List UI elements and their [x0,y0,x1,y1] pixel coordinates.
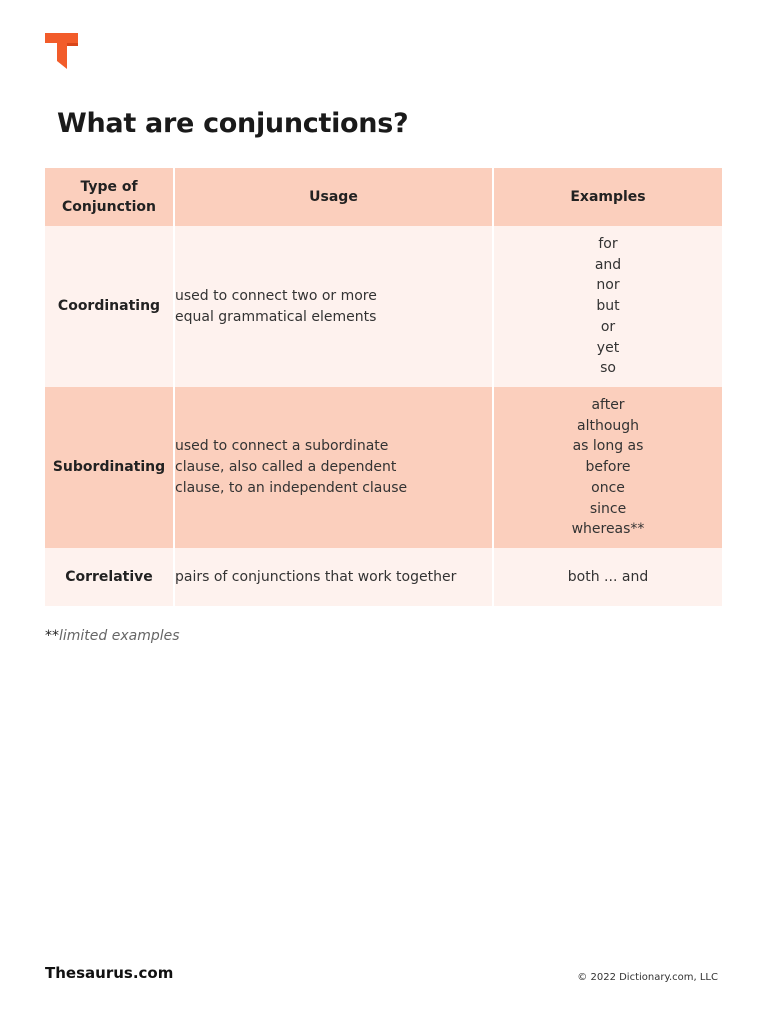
example-item: and [594,256,622,273]
header-usage: Usage [175,168,494,226]
footnote [45,628,180,644]
example-item: both ... and [567,568,649,585]
brand-name: Thesaurus.com [45,964,174,982]
example-item: or [600,318,616,335]
conjunctions-table [45,168,722,606]
example-item: as long as [572,438,644,455]
footnote-marker: ** [45,628,59,644]
example-item: but [596,298,620,315]
example-item: although [576,417,640,434]
page-title: What are conjunctions? [57,108,409,139]
header-type: Type of Conjunction [45,168,175,226]
example-item: before [585,459,631,476]
example-item: once [591,479,625,496]
example-item: whereas** [571,521,645,538]
type-cell: Coordinating [45,226,175,387]
header-examples: Examples [570,189,646,205]
type-cell: Subordinating [45,387,175,548]
thesaurus-logo-icon [45,33,78,69]
table-row [45,226,722,387]
usage-cell: pairs of conjunctions that work together [175,548,494,606]
example-item: yet [596,339,620,356]
table-row [45,387,722,548]
table-row [45,548,722,606]
usage-cell: used to connect a subordinate clause, also called a dependent clause, to an independent clause [175,387,494,548]
examples-cell [494,387,722,548]
examples-cell [494,226,722,387]
example-item: so [600,360,616,377]
usage-cell: used to connect two or more equal grammatical elements [175,226,494,387]
footnote-text: limited examples [59,628,180,644]
example-item: for [598,235,618,252]
type-cell: Correlative [45,548,175,606]
copyright-text: © 2022 Dictionary.com, LLC [577,972,718,983]
example-item: after [591,396,625,413]
example-item: since [589,500,627,517]
example-item: nor [596,277,620,294]
examples-cell [494,548,722,606]
table-header-row [45,168,722,226]
